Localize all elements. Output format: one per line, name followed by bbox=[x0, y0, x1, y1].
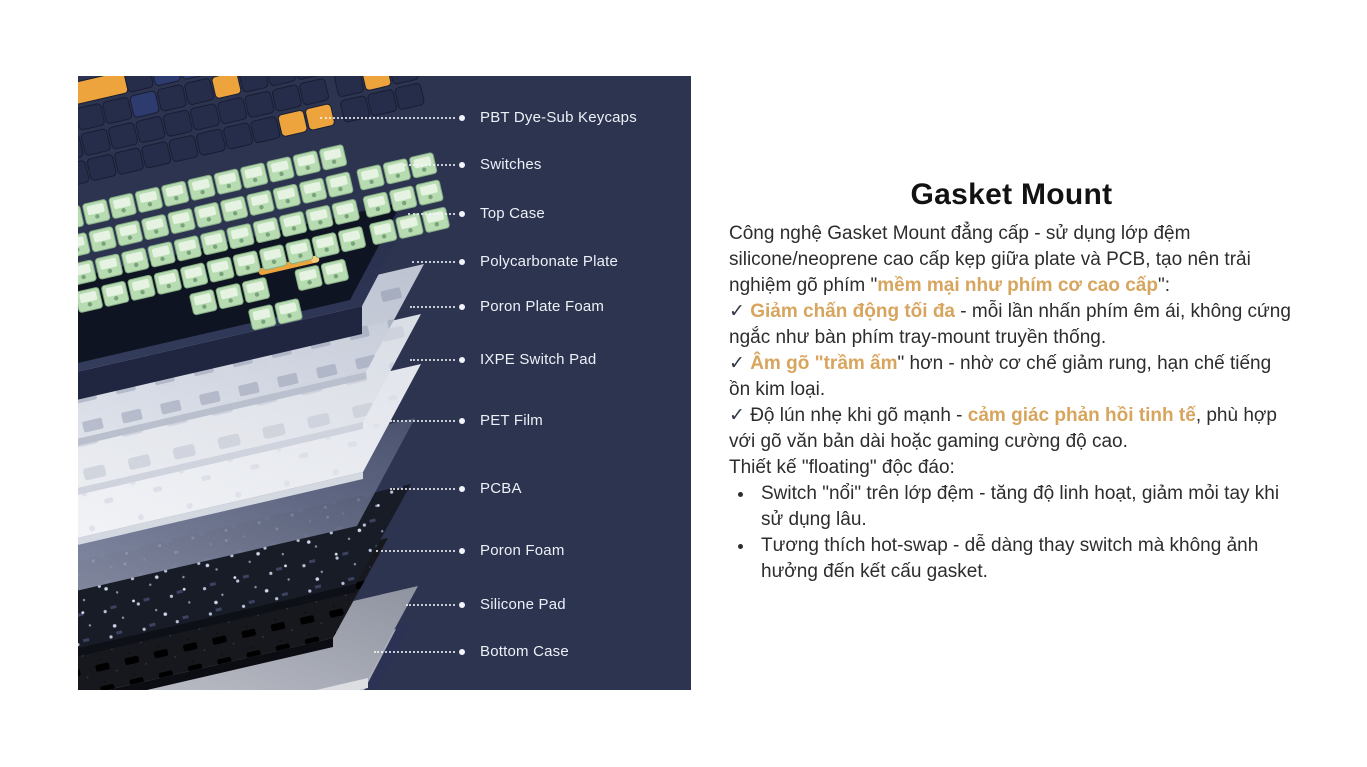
bullet-item: • Tương thích hot-swap - dễ dàng thay switch mà không ảnh hưởng đến kết cấu gasket. bbox=[755, 533, 1294, 585]
body-paragraph bbox=[729, 299, 1294, 351]
text-segment: Âm gõ "trầm ấm bbox=[750, 353, 898, 374]
text-segment: ✓ bbox=[729, 405, 751, 426]
leader-line bbox=[320, 117, 455, 119]
text-segment: " hơn - nhờ cơ chế giảm rung, hạn chế tiếng ồn kim loại. bbox=[729, 353, 1272, 400]
leader-dot bbox=[459, 486, 465, 492]
leader-dot bbox=[459, 211, 465, 217]
body-paragraph bbox=[729, 403, 1294, 455]
text-segment: - mỗi lần nhấn phím êm ái, không cứng ngắc như bàn phím tray-mount truyền thống. bbox=[729, 301, 1291, 348]
diagram-label-row bbox=[78, 478, 691, 500]
layer-label: Silicone Pad bbox=[480, 596, 566, 613]
leader-dot bbox=[459, 162, 465, 168]
text-segment: cảm giác phản hồi tinh tế bbox=[967, 405, 1196, 426]
leader-dot bbox=[459, 649, 465, 655]
text-segment: ✓ bbox=[729, 301, 751, 322]
gasket-mount-article bbox=[729, 177, 1294, 585]
leader-dot bbox=[459, 357, 465, 363]
leader-dot bbox=[459, 602, 465, 608]
article-body bbox=[729, 221, 1294, 585]
diagram-label-row bbox=[78, 410, 691, 432]
leader-line bbox=[374, 651, 455, 653]
text-segment: , phù hợp với gõ văn bản dài hoặc gaming cường độ cao. bbox=[729, 405, 1277, 452]
page-title: Gasket Mount bbox=[910, 178, 1113, 211]
diagram-label-row bbox=[78, 540, 691, 562]
layer-label: PBT Dye-Sub Keycaps bbox=[480, 109, 637, 126]
layer-label: PCBA bbox=[480, 480, 522, 497]
layer-label: Polycarbonate Plate bbox=[480, 253, 619, 270]
leader-line bbox=[390, 420, 455, 422]
leader-dot bbox=[459, 418, 465, 424]
leader-dot bbox=[459, 548, 465, 554]
leader-line bbox=[410, 359, 455, 361]
diagram-label-row bbox=[78, 594, 691, 616]
bullet-list bbox=[729, 481, 1294, 585]
diagram-label-row bbox=[78, 203, 691, 225]
text-segment: Giảm chấn động tối đa bbox=[750, 301, 955, 322]
layer-label: Bottom Case bbox=[480, 643, 569, 660]
diagram-label-row bbox=[78, 641, 691, 663]
leader-dot bbox=[459, 304, 465, 310]
keyboard-exploded-panel bbox=[78, 76, 691, 690]
leader-line bbox=[406, 604, 455, 606]
leader-line bbox=[412, 261, 455, 263]
text-segment: Thiết kế "floating" độc đáo: bbox=[729, 457, 955, 478]
leader-dot bbox=[459, 259, 465, 265]
leader-line bbox=[404, 164, 455, 166]
body-paragraph bbox=[729, 455, 1294, 481]
layer-label: PET Film bbox=[480, 412, 543, 429]
text-segment: Công nghệ Gasket Mount đẳng cấp - sử dụng lớp đệm silicone/neoprene cao cấp kẹp giữa plate và PCB, tạo nên trải nghiệm gõ phím " bbox=[729, 223, 1251, 296]
text-segment: Độ lún nhẹ khi gõ mạnh - bbox=[750, 405, 968, 426]
diagram-label-row bbox=[78, 349, 691, 371]
diagram-label-row bbox=[78, 296, 691, 318]
body-paragraph bbox=[729, 221, 1294, 299]
leader-line bbox=[390, 488, 455, 490]
bullet-item: • Switch "nổi" trên lớp đệm - tăng độ linh hoạt, giảm mỏi tay khi sử dụng lâu. bbox=[755, 481, 1294, 533]
leader-line bbox=[410, 306, 455, 308]
text-segment: ": bbox=[1157, 275, 1170, 296]
leader-dot bbox=[459, 115, 465, 121]
layer-label: Top Case bbox=[480, 205, 545, 222]
body-paragraph bbox=[729, 351, 1294, 403]
leader-line bbox=[408, 213, 455, 215]
text-segment: mềm mại như phím cơ cao cấp bbox=[877, 275, 1158, 296]
layer-label: Switches bbox=[480, 156, 542, 173]
diagram-label-row bbox=[78, 107, 691, 129]
diagram-label-row bbox=[78, 251, 691, 273]
layer-label: IXPE Switch Pad bbox=[480, 351, 597, 368]
leader-line bbox=[376, 550, 455, 552]
text-segment: ✓ bbox=[729, 353, 751, 374]
layer-label: Poron Foam bbox=[480, 542, 565, 559]
layer-label: Poron Plate Foam bbox=[480, 298, 605, 315]
diagram-label-row bbox=[78, 154, 691, 176]
